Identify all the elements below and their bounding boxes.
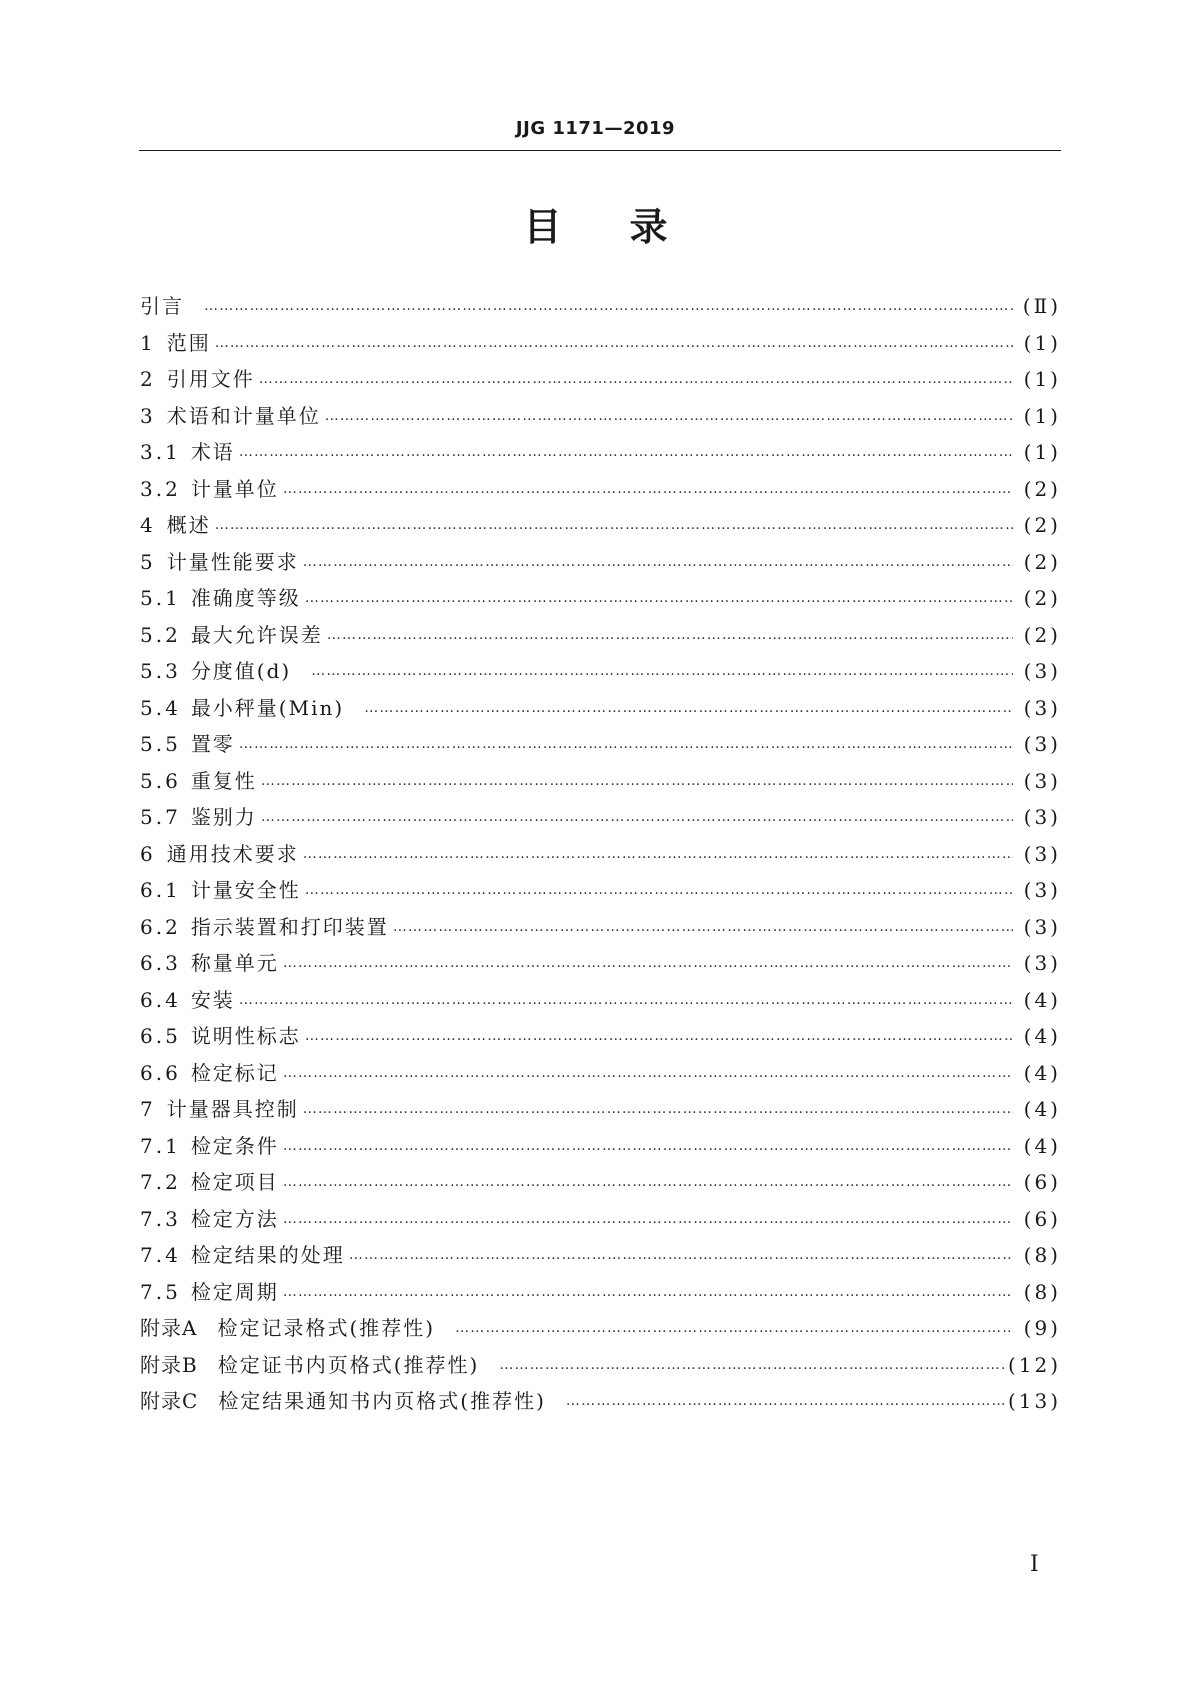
toc-entry-label: 检定标记	[190, 1060, 279, 1085]
toc-entry-page: (1)	[1023, 403, 1061, 428]
toc-entry[interactable]	[140, 325, 1061, 362]
toc-entry[interactable]	[140, 471, 1061, 508]
toc-entry[interactable]	[140, 617, 1061, 654]
toc-dot-leader	[566, 1383, 1004, 1420]
toc-dot-leader	[305, 580, 1013, 617]
toc-entry-number: 3.2	[140, 476, 181, 501]
toc-entry-page: (3)	[1023, 768, 1061, 793]
toc-dot-leader	[283, 945, 1013, 982]
toc-entry[interactable]	[140, 1274, 1061, 1311]
toc-entry-number: 5.6	[140, 768, 181, 793]
toc-entry-label: 术语	[190, 440, 235, 464]
toc-dot-leader	[311, 653, 1013, 690]
toc-entry-label: 检定结果的处理	[190, 1243, 345, 1267]
toc-entry-page: (3)	[1023, 659, 1061, 683]
toc-entry-label: 术语和计量单位	[166, 403, 321, 428]
toc-entry-label: 检定周期	[190, 1279, 279, 1304]
toc-dot-leader	[499, 1347, 1004, 1384]
toc-entry-label: 通用技术要求	[166, 841, 299, 866]
toc-entry-page: (2)	[1023, 549, 1061, 574]
toc-entry-page: (2)	[1023, 476, 1061, 501]
toc-entry[interactable]	[140, 288, 1061, 325]
toc-dot-leader	[303, 836, 1013, 873]
toc-entry[interactable]	[140, 434, 1061, 471]
toc-entry-number: 6.6	[140, 1060, 181, 1085]
toc-entry-number: 6.4	[140, 987, 181, 1012]
toc-dot-leader	[327, 617, 1013, 654]
toc-entry[interactable]	[140, 1201, 1061, 1238]
toc-entry-number: 6.2	[140, 914, 181, 939]
toc-entry-page: (3)	[1023, 951, 1061, 975]
toc-dot-leader	[215, 507, 1013, 544]
toc-entry-number: 7.3	[140, 1206, 181, 1231]
toc-entry-number: 5	[140, 549, 155, 574]
toc-dot-leader	[259, 361, 1013, 398]
toc-dot-leader	[305, 872, 1013, 909]
toc-entry-number: 5.4	[140, 695, 181, 720]
toc-dot-leader	[215, 325, 1013, 362]
toc-entry-page: (2)	[1023, 586, 1061, 610]
toc-entry[interactable]	[140, 1347, 1061, 1384]
toc-entry-number: 6.5	[140, 1024, 181, 1048]
toc-dot-leader	[283, 1274, 1013, 1311]
toc-entry[interactable]	[140, 872, 1061, 909]
toc-entry-label: 安装	[190, 987, 235, 1012]
toc-entry-label: 计量单位	[190, 476, 279, 501]
toc-entry-page: (6)	[1023, 1206, 1061, 1231]
toc-entry-label: 检定条件	[190, 1133, 279, 1158]
toc-dot-leader	[283, 1128, 1013, 1165]
toc-dot-leader	[261, 799, 1013, 836]
toc-dot-leader	[349, 1237, 1013, 1274]
toc-entry[interactable]	[140, 653, 1061, 690]
toc-entry-number: 7.4	[140, 1243, 181, 1267]
toc-entry[interactable]	[140, 398, 1061, 435]
table-of-contents	[140, 288, 1061, 1420]
toc-entry-label: 检定结果通知书内页格式(推荐性)	[218, 1389, 546, 1413]
toc-entry-label: 检定记录格式(推荐性)	[217, 1316, 436, 1340]
toc-entry-page: (2)	[1023, 622, 1061, 647]
toc-dot-leader	[303, 1091, 1013, 1128]
toc-dot-leader	[239, 982, 1013, 1019]
page-number: Ⅰ	[1030, 1552, 1039, 1577]
toc-entry-page: (4)	[1023, 987, 1061, 1012]
header-rule	[139, 150, 1061, 151]
page-title: 目录	[523, 205, 736, 249]
toc-dot-leader	[455, 1310, 1013, 1347]
toc-entry-label: 最大允许误差	[190, 622, 323, 647]
toc-entry-number: 附录B	[140, 1352, 198, 1377]
toc-entry-label: 最小秤量(Min)	[190, 695, 345, 720]
toc-entry-number: 5.3	[140, 659, 181, 683]
toc-entry-page: (1)	[1023, 440, 1061, 464]
toc-entry[interactable]	[140, 909, 1061, 946]
toc-entry[interactable]	[140, 726, 1061, 763]
toc-dot-leader	[283, 1055, 1013, 1092]
toc-entry-number: 7.2	[140, 1170, 181, 1194]
toc-dot-leader	[283, 1164, 1013, 1201]
toc-entry[interactable]	[140, 1128, 1061, 1165]
toc-entry-number: 6.3	[140, 951, 181, 975]
toc-entry-page: (8)	[1023, 1243, 1061, 1267]
toc-entry[interactable]	[140, 690, 1061, 727]
toc-entry[interactable]	[140, 361, 1061, 398]
toc-entry-number: 5.5	[140, 732, 181, 756]
toc-dot-leader	[364, 690, 1013, 727]
toc-entry-page: (3)	[1023, 841, 1061, 866]
toc-entry[interactable]	[140, 544, 1061, 581]
toc-entry-number: 1	[140, 330, 155, 355]
toc-entry[interactable]	[140, 1237, 1061, 1274]
toc-entry-label: 引言	[140, 294, 184, 318]
toc-entry-label: 检定方法	[190, 1206, 279, 1231]
toc-entry-page: (4)	[1023, 1097, 1061, 1121]
toc-dot-leader	[239, 434, 1013, 471]
toc-entry-label: 称量单元	[190, 951, 279, 975]
toc-entry[interactable]	[140, 1310, 1061, 1347]
toc-entry-label: 置零	[190, 732, 235, 756]
toc-entry-label: 检定项目	[190, 1170, 279, 1194]
toc-entry[interactable]	[140, 1018, 1061, 1055]
toc-entry-number: 2	[140, 367, 155, 391]
toc-dot-leader	[303, 544, 1013, 581]
toc-entry[interactable]	[140, 1164, 1061, 1201]
toc-entry-page: (6)	[1023, 1170, 1061, 1194]
toc-entry-page: (4)	[1023, 1060, 1061, 1085]
toc-entry[interactable]	[140, 982, 1061, 1019]
toc-dot-leader	[239, 726, 1013, 763]
toc-entry-label: 计量性能要求	[166, 549, 299, 574]
toc-entry-label: 指示装置和打印装置	[190, 914, 389, 939]
toc-dot-leader	[283, 471, 1013, 508]
toc-entry-number: 3	[140, 403, 155, 428]
toc-entry-label: 重复性	[190, 768, 257, 793]
toc-entry[interactable]	[140, 763, 1061, 800]
toc-entry-label: 概述	[166, 513, 211, 537]
toc-entry-number: 5.7	[140, 805, 181, 829]
toc-entry-page: (3)	[1023, 732, 1061, 756]
toc-entry[interactable]	[140, 1091, 1061, 1128]
toc-entry-number: 7.5	[140, 1279, 181, 1304]
toc-entry-number: 附录C	[140, 1389, 199, 1413]
toc-entry-label: 计量安全性	[190, 878, 301, 902]
toc-entry-page: (13)	[1007, 1389, 1061, 1413]
toc-entry-label: 准确度等级	[190, 586, 301, 610]
toc-entry-number: 7	[140, 1097, 155, 1121]
toc-entry-number: 3.1	[140, 440, 181, 464]
toc-entry-page: (4)	[1023, 1133, 1061, 1158]
toc-entry[interactable]	[140, 1383, 1061, 1420]
toc-entry-page: (3)	[1023, 914, 1061, 939]
toc-entry-label: 计量器具控制	[166, 1097, 299, 1121]
toc-entry-page: (3)	[1023, 695, 1061, 720]
toc-entry-number: 6.1	[140, 878, 181, 902]
toc-entry-page: (Ⅱ)	[1022, 294, 1061, 318]
toc-entry-page: (3)	[1023, 878, 1061, 902]
toc-entry-number: 附录A	[140, 1316, 198, 1340]
standard-code-header: JJG 1171—2019	[515, 118, 676, 139]
toc-entry-page: (4)	[1023, 1024, 1061, 1048]
toc-entry-number: 7.1	[140, 1133, 181, 1158]
toc-entry-label: 范围	[166, 330, 211, 355]
toc-entry-page: (12)	[1007, 1352, 1061, 1377]
toc-entry-number: 4	[140, 513, 155, 537]
toc-entry[interactable]	[140, 945, 1061, 982]
toc-entry-label: 鉴别力	[190, 805, 257, 829]
toc-entry-label: 引用文件	[166, 367, 255, 391]
toc-dot-leader	[204, 288, 1013, 325]
toc-dot-leader	[283, 1201, 1013, 1238]
toc-entry-number: 5.2	[140, 622, 181, 647]
toc-entry-number: 6	[140, 841, 155, 866]
toc-entry[interactable]	[140, 799, 1061, 836]
toc-entry[interactable]	[140, 580, 1061, 617]
toc-entry[interactable]	[140, 1055, 1061, 1092]
toc-entry-page: (2)	[1023, 513, 1061, 537]
toc-entry-label: 检定证书内页格式(推荐性)	[217, 1352, 480, 1377]
toc-entry-page: (9)	[1023, 1316, 1061, 1340]
toc-entry[interactable]	[140, 507, 1061, 544]
toc-entry-number: 5.1	[140, 586, 181, 610]
toc-entry-page: (8)	[1023, 1279, 1061, 1304]
toc-dot-leader	[325, 398, 1013, 435]
toc-entry-page: (1)	[1023, 367, 1061, 391]
toc-entry-label: 分度值(d)	[190, 659, 292, 683]
toc-entry-page: (3)	[1023, 805, 1061, 829]
toc-entry-page: (1)	[1023, 330, 1061, 355]
toc-dot-leader	[261, 763, 1013, 800]
toc-entry-label: 说明性标志	[190, 1024, 301, 1048]
toc-dot-leader	[305, 1018, 1013, 1055]
toc-entry[interactable]	[140, 836, 1061, 873]
toc-dot-leader	[393, 909, 1013, 946]
